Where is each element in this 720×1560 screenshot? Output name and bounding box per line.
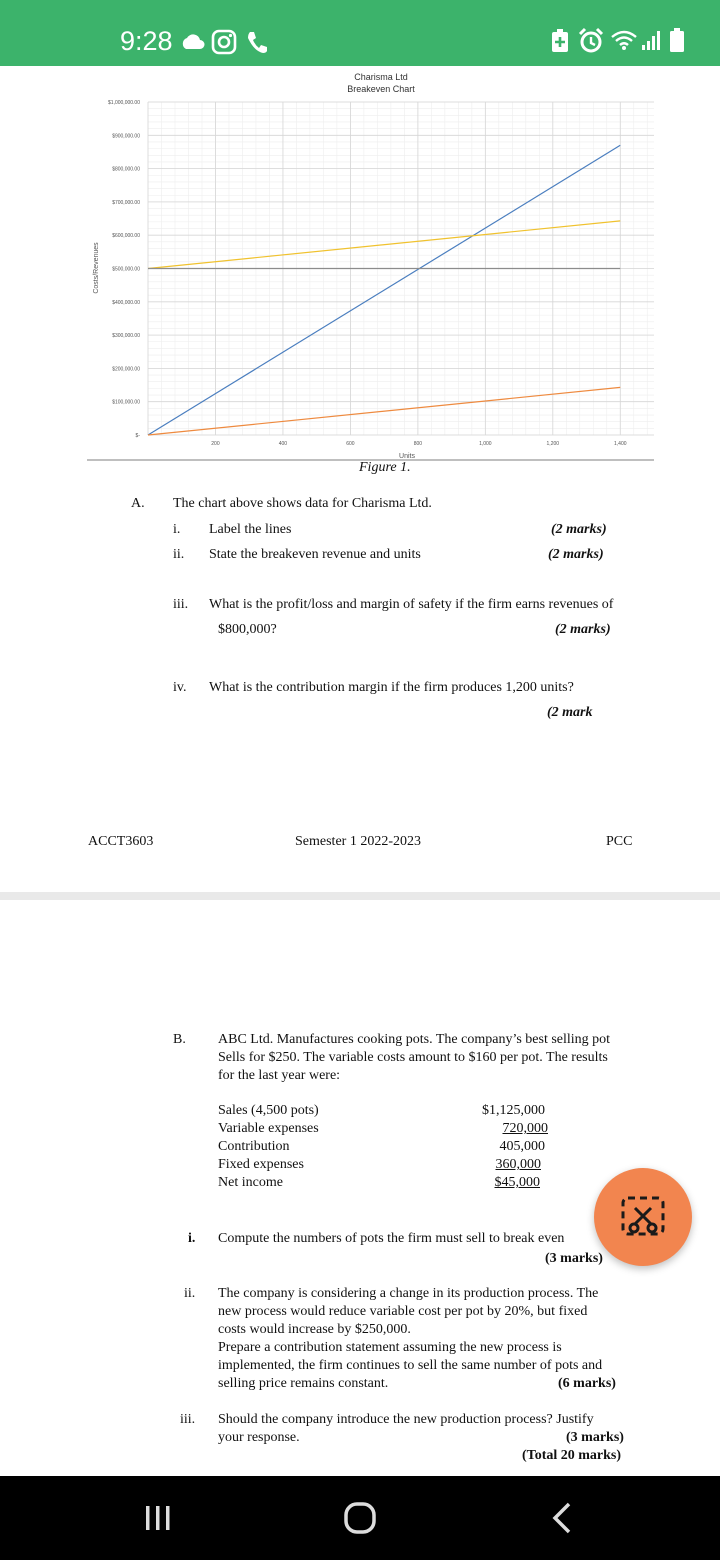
section-b-intro-line1: ABC Ltd. Manufactures cooking pots. The company’s best selling pot bbox=[218, 1032, 611, 1047]
y-tick-label: $400,000.00 bbox=[112, 299, 140, 306]
question-a-ii-number: ii. bbox=[173, 547, 185, 562]
question-b-ii-line1: The company is considering a change in its production process. The bbox=[218, 1286, 599, 1301]
figure-caption: Figure 1. bbox=[359, 460, 411, 475]
section-b-intro-line2: Sells for $250. The variable costs amount to $160 per pot. The results bbox=[218, 1050, 608, 1065]
y-tick-label: $600,000.00 bbox=[112, 233, 140, 240]
total-marks: (Total 20 marks) bbox=[522, 1448, 622, 1463]
chart-y-label: Costs/Revenues bbox=[93, 242, 100, 294]
series-line-orange bbox=[148, 387, 620, 435]
battery-icon bbox=[669, 27, 685, 53]
question-b-iii-marks: (3 marks) bbox=[566, 1430, 624, 1445]
question-a-iv-marks: (2 mark bbox=[547, 705, 593, 720]
statement-value-contribution: 405,000 bbox=[499, 1139, 545, 1154]
section-a-letter: A. bbox=[131, 496, 145, 511]
alarm-icon bbox=[578, 27, 604, 55]
section-b-letter: B. bbox=[173, 1032, 186, 1047]
x-tick-label: 1,200 bbox=[546, 441, 560, 447]
question-a-i-number: i. bbox=[173, 522, 181, 537]
y-tick-label: $- bbox=[135, 433, 140, 439]
section-a-intro: The chart above shows data for Charisma Ltd. bbox=[173, 496, 432, 511]
y-tick-label: $100,000.00 bbox=[112, 399, 140, 406]
question-a-ii-marks: (2 marks) bbox=[548, 547, 604, 562]
y-tick-label: $300,000.00 bbox=[112, 333, 140, 340]
question-b-i-marks: (3 marks) bbox=[545, 1251, 603, 1266]
cloud-icon bbox=[180, 34, 206, 50]
statement-label-sales: Sales (4,500 pots) bbox=[218, 1103, 319, 1118]
chart-subtitle: Breakeven Chart bbox=[347, 84, 415, 94]
page-separator bbox=[0, 892, 720, 900]
question-b-ii-line5: implemented, the firm continues to sell the same number of pots and bbox=[218, 1358, 603, 1373]
y-tick-label: $500,000.00 bbox=[112, 266, 140, 273]
y-tick-label: $1,000,000.00 bbox=[108, 100, 140, 106]
x-tick-label: 800 bbox=[413, 441, 423, 447]
statement-label-net: Net income bbox=[218, 1175, 283, 1190]
question-a-iii-number: iii. bbox=[173, 597, 189, 612]
question-b-ii-number: ii. bbox=[184, 1286, 196, 1301]
scissors-crop-icon bbox=[594, 1168, 692, 1266]
statement-value-fixed: 360,000 bbox=[495, 1157, 541, 1172]
wifi-icon bbox=[610, 29, 638, 51]
x-tick-label: 600 bbox=[346, 441, 355, 447]
statement-value-variable: 720,000 bbox=[502, 1121, 548, 1136]
y-tick-label: $200,000.00 bbox=[112, 366, 140, 373]
statement-label-contribution: Contribution bbox=[218, 1139, 290, 1154]
question-b-ii-line3: costs would increase by $250,000. bbox=[218, 1322, 411, 1337]
statement-label-variable: Variable expenses bbox=[218, 1121, 319, 1136]
footer-semester: Semester 1 2022-2023 bbox=[295, 834, 421, 849]
question-b-i-number: i. bbox=[188, 1231, 196, 1246]
x-tick-label: 400 bbox=[278, 441, 288, 447]
recent-apps-icon[interactable] bbox=[138, 1498, 178, 1538]
footer-course-code: ACCT3603 bbox=[88, 834, 154, 849]
status-time: 9:28 bbox=[120, 26, 173, 56]
footer-institution: PCC bbox=[606, 834, 633, 849]
question-b-ii-line4: Prepare a contribution statement assuming the new process is bbox=[218, 1340, 562, 1355]
instagram-icon bbox=[211, 29, 237, 55]
x-tick-label: 200 bbox=[211, 441, 220, 447]
question-b-iii-line1: Should the company introduce the new production process? Justify bbox=[218, 1412, 594, 1427]
document-page-1 bbox=[0, 66, 720, 892]
question-b-ii-line2: new process would reduce variable cost per pot by 20%, but fixed bbox=[218, 1304, 588, 1319]
signal-icon bbox=[640, 29, 664, 51]
question-b-iii-number: iii. bbox=[180, 1412, 196, 1427]
x-tick-label: 1,000 bbox=[479, 441, 492, 447]
statement-value-net: $45,000 bbox=[494, 1175, 540, 1190]
y-tick-label: $900,000.00 bbox=[112, 133, 140, 140]
battery-saver-icon bbox=[550, 28, 570, 54]
question-b-ii-line6: selling price remains constant. bbox=[218, 1376, 389, 1391]
question-b-i-text: Compute the numbers of pots the firm must sell to break even bbox=[218, 1231, 565, 1246]
breakeven-chart bbox=[0, 66, 720, 466]
question-a-ii-text: State the breakeven revenue and units bbox=[209, 547, 421, 562]
x-tick-label: 1,400 bbox=[614, 441, 627, 447]
y-tick-label: $800,000.00 bbox=[112, 166, 140, 173]
statement-label-fixed: Fixed expenses bbox=[218, 1157, 304, 1172]
question-a-i-text: Label the lines bbox=[209, 522, 292, 537]
question-b-ii-marks: (6 marks) bbox=[558, 1376, 616, 1391]
question-a-iii-text: What is the profit/loss and margin of safety if the firm earns revenues of bbox=[209, 597, 614, 612]
chart-title: Charisma Ltd bbox=[354, 72, 408, 82]
question-a-iv-number: iv. bbox=[173, 680, 187, 695]
back-icon[interactable] bbox=[542, 1498, 582, 1538]
question-b-iii-line2: your response. bbox=[218, 1430, 300, 1445]
question-a-i-marks: (2 marks) bbox=[551, 522, 607, 537]
statement-value-sales: $1,125,000 bbox=[482, 1103, 545, 1118]
question-a-iii-marks: (2 marks) bbox=[555, 622, 611, 637]
chart-x-label: Units bbox=[399, 453, 415, 460]
question-a-iv-text: What is the contribution margin if the firm produces 1,200 units? bbox=[209, 680, 574, 695]
question-a-iii-text-line2: $800,000? bbox=[218, 622, 277, 637]
phone-icon bbox=[246, 30, 268, 54]
home-icon[interactable] bbox=[340, 1498, 380, 1538]
navigation-bar bbox=[0, 1476, 720, 1560]
section-b-intro-line3: for the last year were: bbox=[218, 1068, 341, 1083]
y-tick-label: $700,000.00 bbox=[112, 199, 140, 206]
screenshot-edit-button[interactable] bbox=[594, 1168, 692, 1266]
series-line-yellow bbox=[148, 221, 620, 269]
